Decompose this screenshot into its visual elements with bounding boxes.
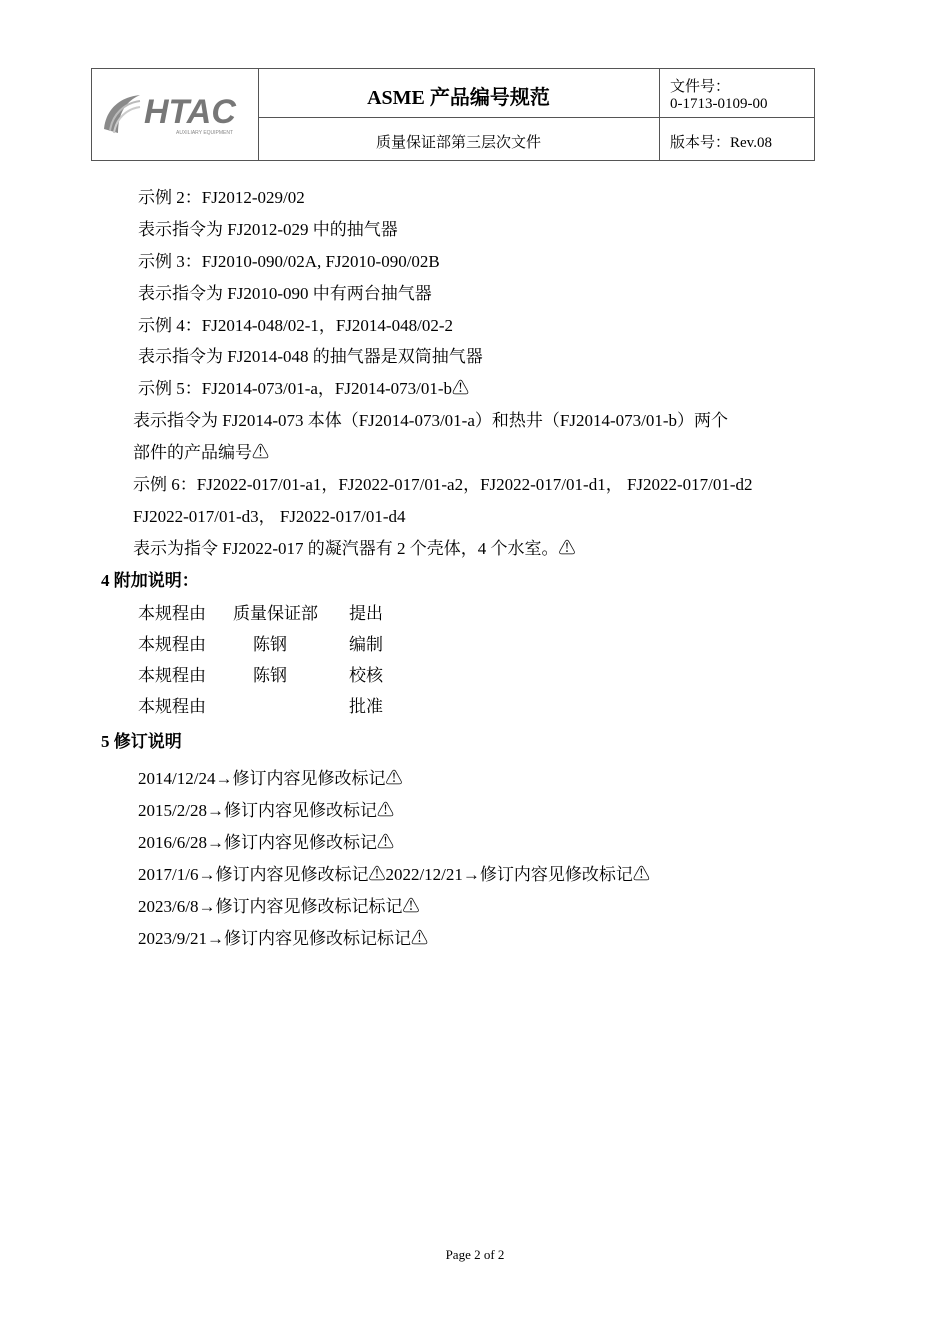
svg-text:HTAC: HTAC <box>144 93 236 131</box>
example-line: 表示指令为 FJ2010-090 中有两台抽气器 <box>138 284 432 303</box>
svg-text:AUXILIARY EQUIPMENT: AUXILIARY EQUIPMENT <box>176 130 234 136</box>
example-line: 表示指令为 FJ2014-073 本体（FJ2014-073/01-a）和热井（FJ2014-073/01-b）两个 <box>133 411 729 430</box>
section-4-who: 质量保证部 <box>233 604 318 623</box>
example-line: 表示指令为 FJ2014-048 的抽气器是双筒抽气器 <box>138 347 483 366</box>
htac-logo <box>100 89 250 139</box>
section-4-heading: 4 附加说明： <box>101 571 199 590</box>
revision-entry: 2023/6/8→修订内容见修改标记标记⚠ <box>138 897 420 916</box>
title-cell <box>258 69 660 160</box>
section-4-prefix: 本规程由 <box>138 604 206 623</box>
section-4-action: 校核 <box>349 666 383 685</box>
doc-number: 0-1713-0109-00 <box>670 96 768 112</box>
revision-entry: 2015/2/28→修订内容见修改标记⚠ <box>138 801 394 820</box>
example-line: 部件的产品编号⚠ <box>133 443 269 462</box>
example-line: 示例 3：FJ2010-090/02A, FJ2010-090/02B <box>138 252 440 271</box>
section-5-heading: 5 修订说明 <box>101 732 182 751</box>
example-line: 示例 2：FJ2012-029/02 <box>138 188 305 207</box>
example-line: FJ2022-017/01-d3， FJ2022-017/01-d4 <box>133 507 406 526</box>
section-4-who: 陈钢 <box>253 666 287 685</box>
page-number: Page 2 of 2 <box>445 1247 505 1262</box>
example-line: 表示为指令 FJ2022-017 的凝汽器有 2 个壳体，4 个水室。⚠ <box>133 539 576 558</box>
logo-cell <box>92 69 259 160</box>
example-line: 示例 6：FJ2022-017/01-a1，FJ2022-017/01-a2，FJ2022-017/01-d1， FJ2022-017/01-d2 <box>133 475 753 494</box>
doc-info-cell <box>659 69 814 160</box>
example-line: 示例 5：FJ2014-073/01-a，FJ2014-073/01-b⚠ <box>138 379 470 398</box>
revision-entry: 2016/6/28→修订内容见修改标记⚠ <box>138 833 394 852</box>
example-line: 表示指令为 FJ2012-029 中的抽气器 <box>138 220 398 239</box>
revision-entry: 2017/1/6→修订内容见修改标记⚠2022/12/21→修订内容见修改标记⚠ <box>138 865 650 884</box>
revision-entry: 2023/9/21→修订内容见修改标记标记⚠ <box>138 929 428 948</box>
doc-number-label: 文件号： <box>670 79 731 95</box>
example-line: 示例 4：FJ2014-048/02-1，FJ2014-048/02-2 <box>138 316 453 335</box>
document-title: ASME 产品编号规范 <box>367 87 550 109</box>
section-4-who: 陈钢 <box>253 635 287 654</box>
section-4-action: 提出 <box>349 604 383 623</box>
document-subtitle: 质量保证部第三层次文件 <box>375 135 541 151</box>
section-4-prefix: 本规程由 <box>138 697 206 716</box>
header-divider <box>258 117 814 118</box>
section-4-prefix: 本规程由 <box>138 666 206 685</box>
section-4-action: 批准 <box>349 697 383 716</box>
revision-entry: 2014/12/24→修订内容见修改标记⚠ <box>138 769 403 788</box>
revision-number: 版本号：Rev.08 <box>670 135 772 151</box>
document-header <box>91 68 815 161</box>
section-4-action: 编制 <box>349 635 383 654</box>
section-4-prefix: 本规程由 <box>138 635 206 654</box>
